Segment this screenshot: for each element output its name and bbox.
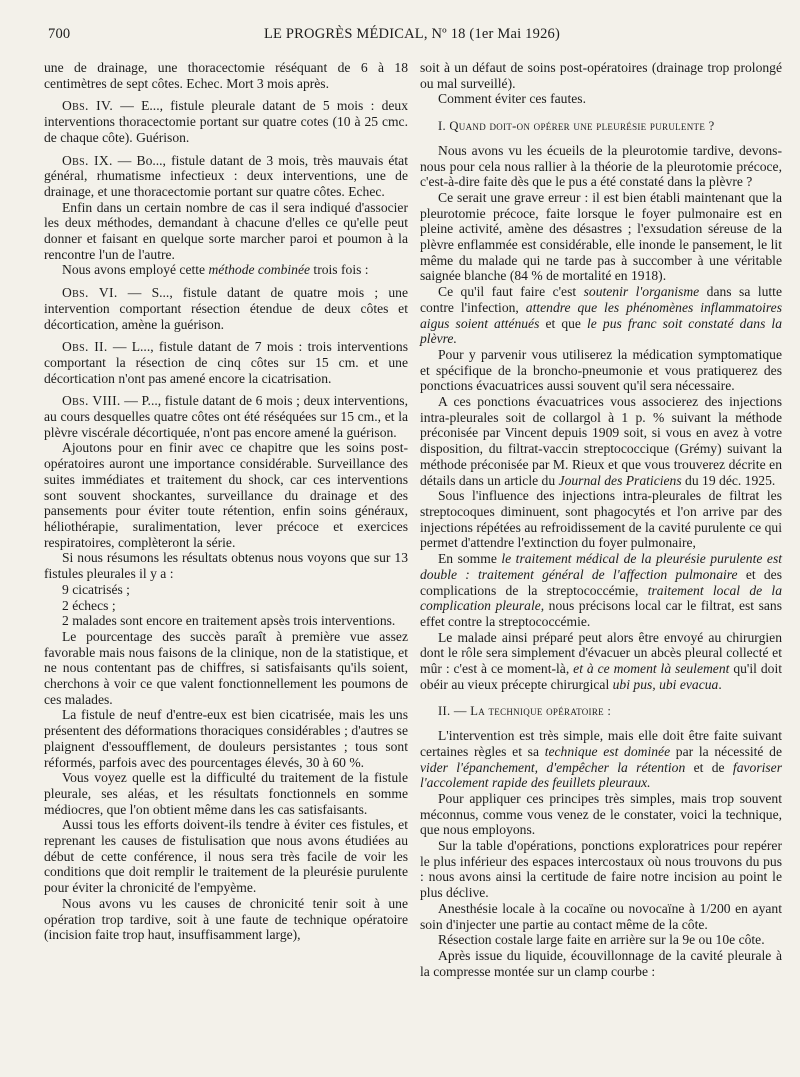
observation-ii [44, 339, 408, 386]
emphasis-text: favoriser l'accolement rapide des feuillets pleuraux. [420, 759, 783, 791]
paragraph: Anesthésie locale à la cocaïne ou novocaïne à 1/200 en ayant soin d'injecter une partie au contact même de la côte. [420, 900, 782, 932]
paragraph: Pour appliquer ces principes très simples, mais trop souvent méconnus, comme vous venez de le constater, voici la technique, que nous employons. [420, 790, 782, 838]
left-column [44, 60, 408, 943]
observation-viii [44, 393, 408, 440]
observation-label: Obs. II. [62, 339, 108, 355]
paragraph: Ajoutons pour en finir avec ce chapitre que les soins post-opératoires auront une importance considérable. Surveillance des suites immédiates et traitement du shock, car ces interventions sont souvent shockantes, surveillance du drainage et des pansements pour éviter toute rétention, enfin soins généraux, héliothérapie, suralimentation, lever précoce et exercices respiratoires, complèteront la série. [44, 440, 408, 550]
list-item: 9 cicatrisés ; [62, 581, 130, 597]
paragraph [420, 551, 782, 630]
observation-label: Obs. IX. [62, 152, 113, 168]
text-run: . [718, 676, 722, 692]
heading-text: Quand doit-on opérer une pleurésie purulente ? [449, 119, 715, 134]
heading-number: I. [438, 119, 446, 134]
page-number: 700 [48, 26, 71, 42]
emphasis-text: et à ce moment là seulement [573, 661, 730, 677]
text-run: , nous précisons local car le filtrat, est sans effet contre la streptococcémie. [420, 598, 782, 629]
emphasis-text: ubi pus, ubi evacua [612, 676, 719, 692]
paragraph: Sous l'influence des injections intra-pleurales de filtrat les streptocoques diminuent, sont phagocytés et l'on arrive par des injections répétées au refroidissement de la cavité purulente ce qui permet d'attendre l'extinction du foyer pulmonaire, [420, 488, 782, 551]
emphasis-text: méthode combinée [208, 262, 311, 278]
text-run: A ces ponctions évacuatrices vous associerez des injections intra-pleurales soit de collargol à 1 p. % suivant la méthode préconisée par Vincent depuis 1909 soit, si vous en avez à votre disposition, du filtrat-vaccin streptococcique (Grémy) suivant la méthode préconisée par M. Rieux et que vous trouverez décrite en détails dans un article du [420, 394, 782, 488]
text-run: Ce qu'il faut faire c'est [438, 284, 584, 300]
paragraph: La fistule de neuf d'entre-eux est bien cicatrisée, mais les uns présentent des déformations thoraciques considérables ; d'autres se plaignent d'essoufflement, de douleurs persistantes ; tous sont réformés, parfois avec des pourcentages élevés, 30 à 60 %. [44, 707, 408, 770]
text-run: Nous avons employé cette [62, 262, 209, 278]
paragraph: Si nous résumons les résultats obtenus nous voyons que sur 13 fistules pleurales il y a : [44, 550, 408, 582]
paragraph [420, 728, 782, 791]
text-run: qu'il doit obéir au vieux précepte chirurgical [420, 661, 783, 692]
emphasis-text: attendre que les phénomènes inflammatoires aigus soient atténués [420, 299, 783, 331]
page-header [48, 26, 776, 48]
emphasis-text: vider l'épanchement, d'empêcher la rétention [420, 759, 686, 775]
observation-vi [44, 285, 408, 332]
paragraph: Sur la table d'opérations, ponctions exploratrices pour repérer le plus inférieur des espaces intercostaux où nous trouvons du pus : nous avons ainsi la certitude de faire notre incision au point le plus déclive. [420, 838, 782, 901]
observation-ix [44, 153, 408, 200]
paragraph: Aussi tous les efforts doivent-ils tendre à éviter ces fistules, et reprenant les causes de fistulisation que nous avons étudiées au début de cette conférence, il nous sera très facile de voir les conditions que doit remplir le traitement de la pleurésie purulente pour éviter la chronicité de l'empyème. [44, 817, 408, 896]
paragraph: Après issue du liquide, écouvillonnage de la cavité pleurale à la compresse montée sur un clamp courbe : [420, 947, 782, 979]
emphasis-text: traitement local de la complication pleurale [420, 582, 782, 614]
paragraph: Comment éviter ces fautes. [438, 91, 586, 107]
text-run: Le malade ainsi préparé peut alors être envoyé au chirurgien dont le rôle sera simplement d'évacuer un abcès pleural collecté et mûr : c'est à ce moment-là, [420, 629, 782, 677]
text-run: et que [539, 315, 588, 331]
text-run: dans sa lutte contre l'infection, [420, 284, 782, 315]
heading-text: La technique opératoire : [470, 704, 612, 719]
paragraph [44, 262, 408, 278]
list-item: 2 échecs ; [62, 597, 116, 613]
paragraph: Le pourcentage des succès paraît à première vue assez favorable mais nous faisons de la clinique, non de la statistique, et ne nous contentant pas de chiffres, si satisfaisants qu'ils soient, cherchons à voir ce que valent fonctionnellement les poumons de ces malades. [44, 628, 408, 707]
paragraph: Enfin dans un certain nombre de cas il sera indiqué d'associer les deux méthodes, demandant à chacune d'elles ce qu'elle peut donner et faisant en quelque sorte marcher paroi et poumon à la rencontre l'un de l'autre. [44, 199, 408, 262]
text-run: du 19 déc. 1925. [681, 472, 776, 488]
paragraph [420, 630, 782, 693]
text-run: par la nécessité de [670, 743, 782, 759]
paragraph: Pour y parvenir vous utiliserez la médication symptomatique et spécifique de la broncho-pneumonie et vous pratiquerez des ponctions évacuatrices aussi souvent qu'il sera nécessaire. [420, 346, 782, 394]
journal-title: LE PROGRÈS MÉDICAL, Nº 18 (1er Mai 1926) [263, 26, 561, 42]
text-run: L'intervention est très simple, mais elle doit être faite suivant certaines règles et sa [420, 728, 782, 759]
observation-text: — Bo..., fistule datant de 3 mois, très mauvais état général, rhumatisme infectieux : deux interventions, une de drainage, et une thoracectomie portant sur quatre côtes. Echec. [44, 152, 408, 199]
observation-label: Obs. IV. [62, 98, 114, 114]
paragraph: Ce serait une grave erreur : il est bien établi maintenant que la pleurotomie précoce, faite lorsque le foyer pulmonaire est en pleine activité, amène des désastres ; l'exsudation séreuse de la plèvre enflammée est considérable, elle inonde le pansement, le lit même du malade qui ne tarde pas à succomber à une véritable saignée blanche (84 % de mortalité en 1918). [420, 189, 782, 284]
text-run: et de [685, 759, 733, 775]
list-item: 2 malades sont encore en traitement apsès trois interventions. [62, 613, 396, 629]
observation-label: Obs. VIII. [62, 393, 121, 409]
paragraph: une de drainage, une thoracectomie réséquant de 6 à 18 centimètres de sept côtes. Echec. Mort 3 mois après. [44, 60, 408, 91]
right-column [420, 60, 782, 979]
paragraph [420, 284, 782, 347]
text-run: et des complications de la streptococcémie, [420, 566, 782, 598]
paragraph [420, 394, 782, 488]
emphasis-text: le pus franc soit constaté dans la plèvre. [420, 315, 782, 347]
observation-iv [44, 98, 408, 145]
section-heading-1 [420, 119, 782, 135]
heading-number: II. [438, 704, 451, 719]
text-run: trois fois : [310, 262, 369, 278]
observation-text: — E..., fistule pleurale datant de 5 mois : deux interventions thoracectomie portant sur quatre cotes (10 à 25 cmc. de chaque côte). Guérison. [44, 98, 408, 145]
observation-label: Obs. VI. [62, 285, 118, 301]
paragraph: Vous voyez quelle est la difficulté du traitement de la fistule pleurale, ses aléas, et les résultats fonctionnels en somme médiocres, que l'on obtient même dans les cas satisfaisants. [44, 770, 408, 817]
emphasis-text: technique est dominée [544, 743, 671, 759]
emphasis-text: le traitement médical de la pleurésie purulente est double : traitement général de l'affection pulmonaire [420, 551, 783, 582]
observation-text: — S..., fistule datant de quatre mois ; une intervention comportant résection étendue de deux côtes et décortication, amène la guérison. [44, 285, 408, 332]
text-run: En somme [438, 551, 502, 567]
paragraph: Résection costale large faite en arrière sur la 9e ou 10e côte. [438, 932, 765, 948]
emphasis-text: soutenir l'organisme [583, 284, 700, 300]
section-heading-2: II. — La technique opératoire : [438, 704, 612, 719]
paragraph: Nous avons vu les causes de chronicité tenir soit à une opération trop tardive, soit à une faute de technique opératoire (incision faite trop haut, insuffisamment large), [44, 895, 408, 943]
observation-text: — P..., fistule datant de 6 mois ; deux interventions, au cours desquelles quatre côtes ont été réséquées sur 15 cm., et la plèvre viscérale décortiquée, n'ont pas encore amené la guérison. [44, 393, 408, 440]
paragraph: soit à un défaut de soins post-opératoires (drainage trop prolongé ou mal surveillé). [420, 60, 782, 91]
emphasis-text: Journal des Praticiens [558, 472, 682, 488]
paragraph: Nous avons vu les écueils de la pleurotomie tardive, devons-nous pour cela nous rallier à la théorie de la pleurotomie précoce, c'est-à-dire faite dès que le pus a été constaté dans la plèvre ? [420, 142, 782, 190]
observation-text: — L..., fistule datant de 7 mois : trois interventions comportant la résection de cinq côtes sur 15 cm. et une décortication n'ont pas amené encore la cicatrisation. [44, 339, 408, 386]
